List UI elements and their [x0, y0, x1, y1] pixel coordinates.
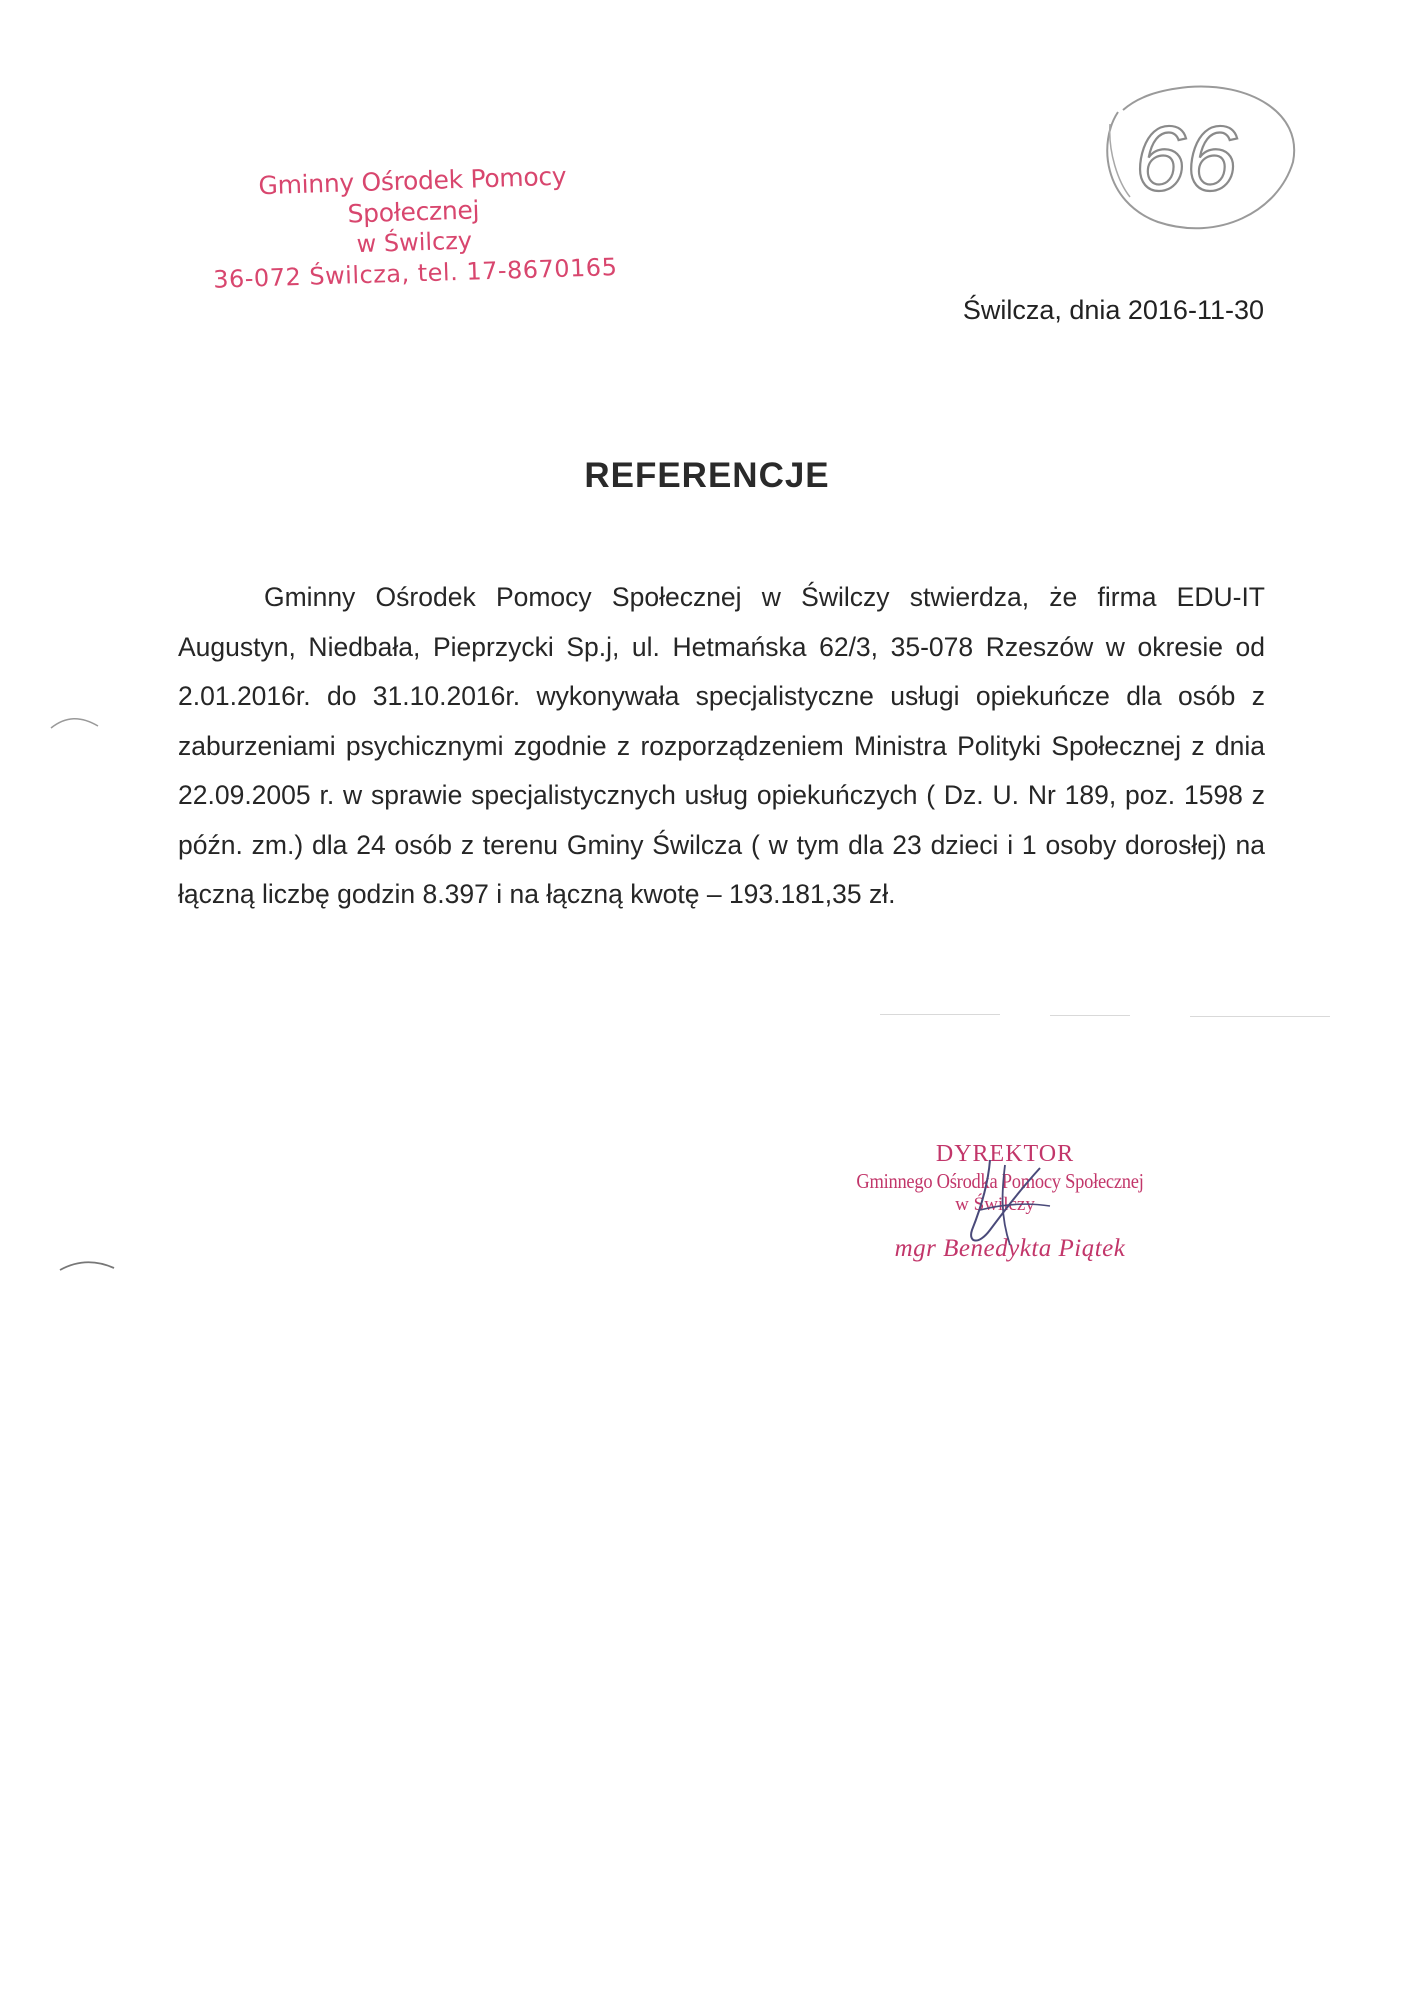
- scan-artifact-line: [880, 1014, 1000, 1015]
- document-date: Świlcza, dnia 2016-11-30: [962, 295, 1264, 325]
- signature-title: DYREKTOR: [935, 1141, 1075, 1167]
- header-stamp: [202, 159, 626, 296]
- stamp-address: 36-072 Świlcza, tel. 17-8670165: [212, 253, 618, 294]
- margin-mark-icon: [58, 1250, 118, 1280]
- scan-artifact-line: [1050, 1015, 1130, 1016]
- circled-number-icon: [1078, 72, 1298, 242]
- stamp-org-name: Gminny Ośrodek Pomocy Społecznej: [258, 161, 567, 229]
- signature-location: w Świlczy: [955, 1194, 1035, 1215]
- signature-name: mgr Benedykta Piątek: [894, 1235, 1126, 1262]
- document-body: Gminny Ośrodek Pomocy Społecznej w Świlczy stwierdza, że firma EDU-IT Augustyn, Niedbała, Pieprzycki Sp.j, ul. Hetmańska 62/3, 35-078 Rzeszów w okresie od 2.01.2016r. do 31.10.2016r. wykonywała specjalistyczne usługi opiekuńcze dla osób z zaburzeniami psychicznymi zgodnie z rozporządzeniem Ministra Polityki Społecznej z dnia 22.09.2005 r. w sprawie specjalistycznych usług opiekuńczych ( Dz. U. Nr 189, poz. 1598 z późn. zm.) dla 24 osób z terenu Gminy Świlcza ( w tym dla 23 dzieci i 1 osoby dorosłej) na łączną liczbę godzin 8.397 i na łączną kwotę – 193.181,35 zł.: [178, 582, 1265, 909]
- scan-artifact-line: [1190, 1016, 1330, 1017]
- document-title: REFERENCJE: [584, 456, 830, 495]
- margin-mark-icon: [46, 708, 106, 738]
- stamp-location: w Świlczy: [356, 226, 473, 259]
- handwritten-number-text: 66: [1134, 108, 1238, 210]
- signature-org: Gminnego Ośrodka Pomocy Społecznej: [856, 1169, 1144, 1193]
- signature-icon: [950, 1150, 1070, 1260]
